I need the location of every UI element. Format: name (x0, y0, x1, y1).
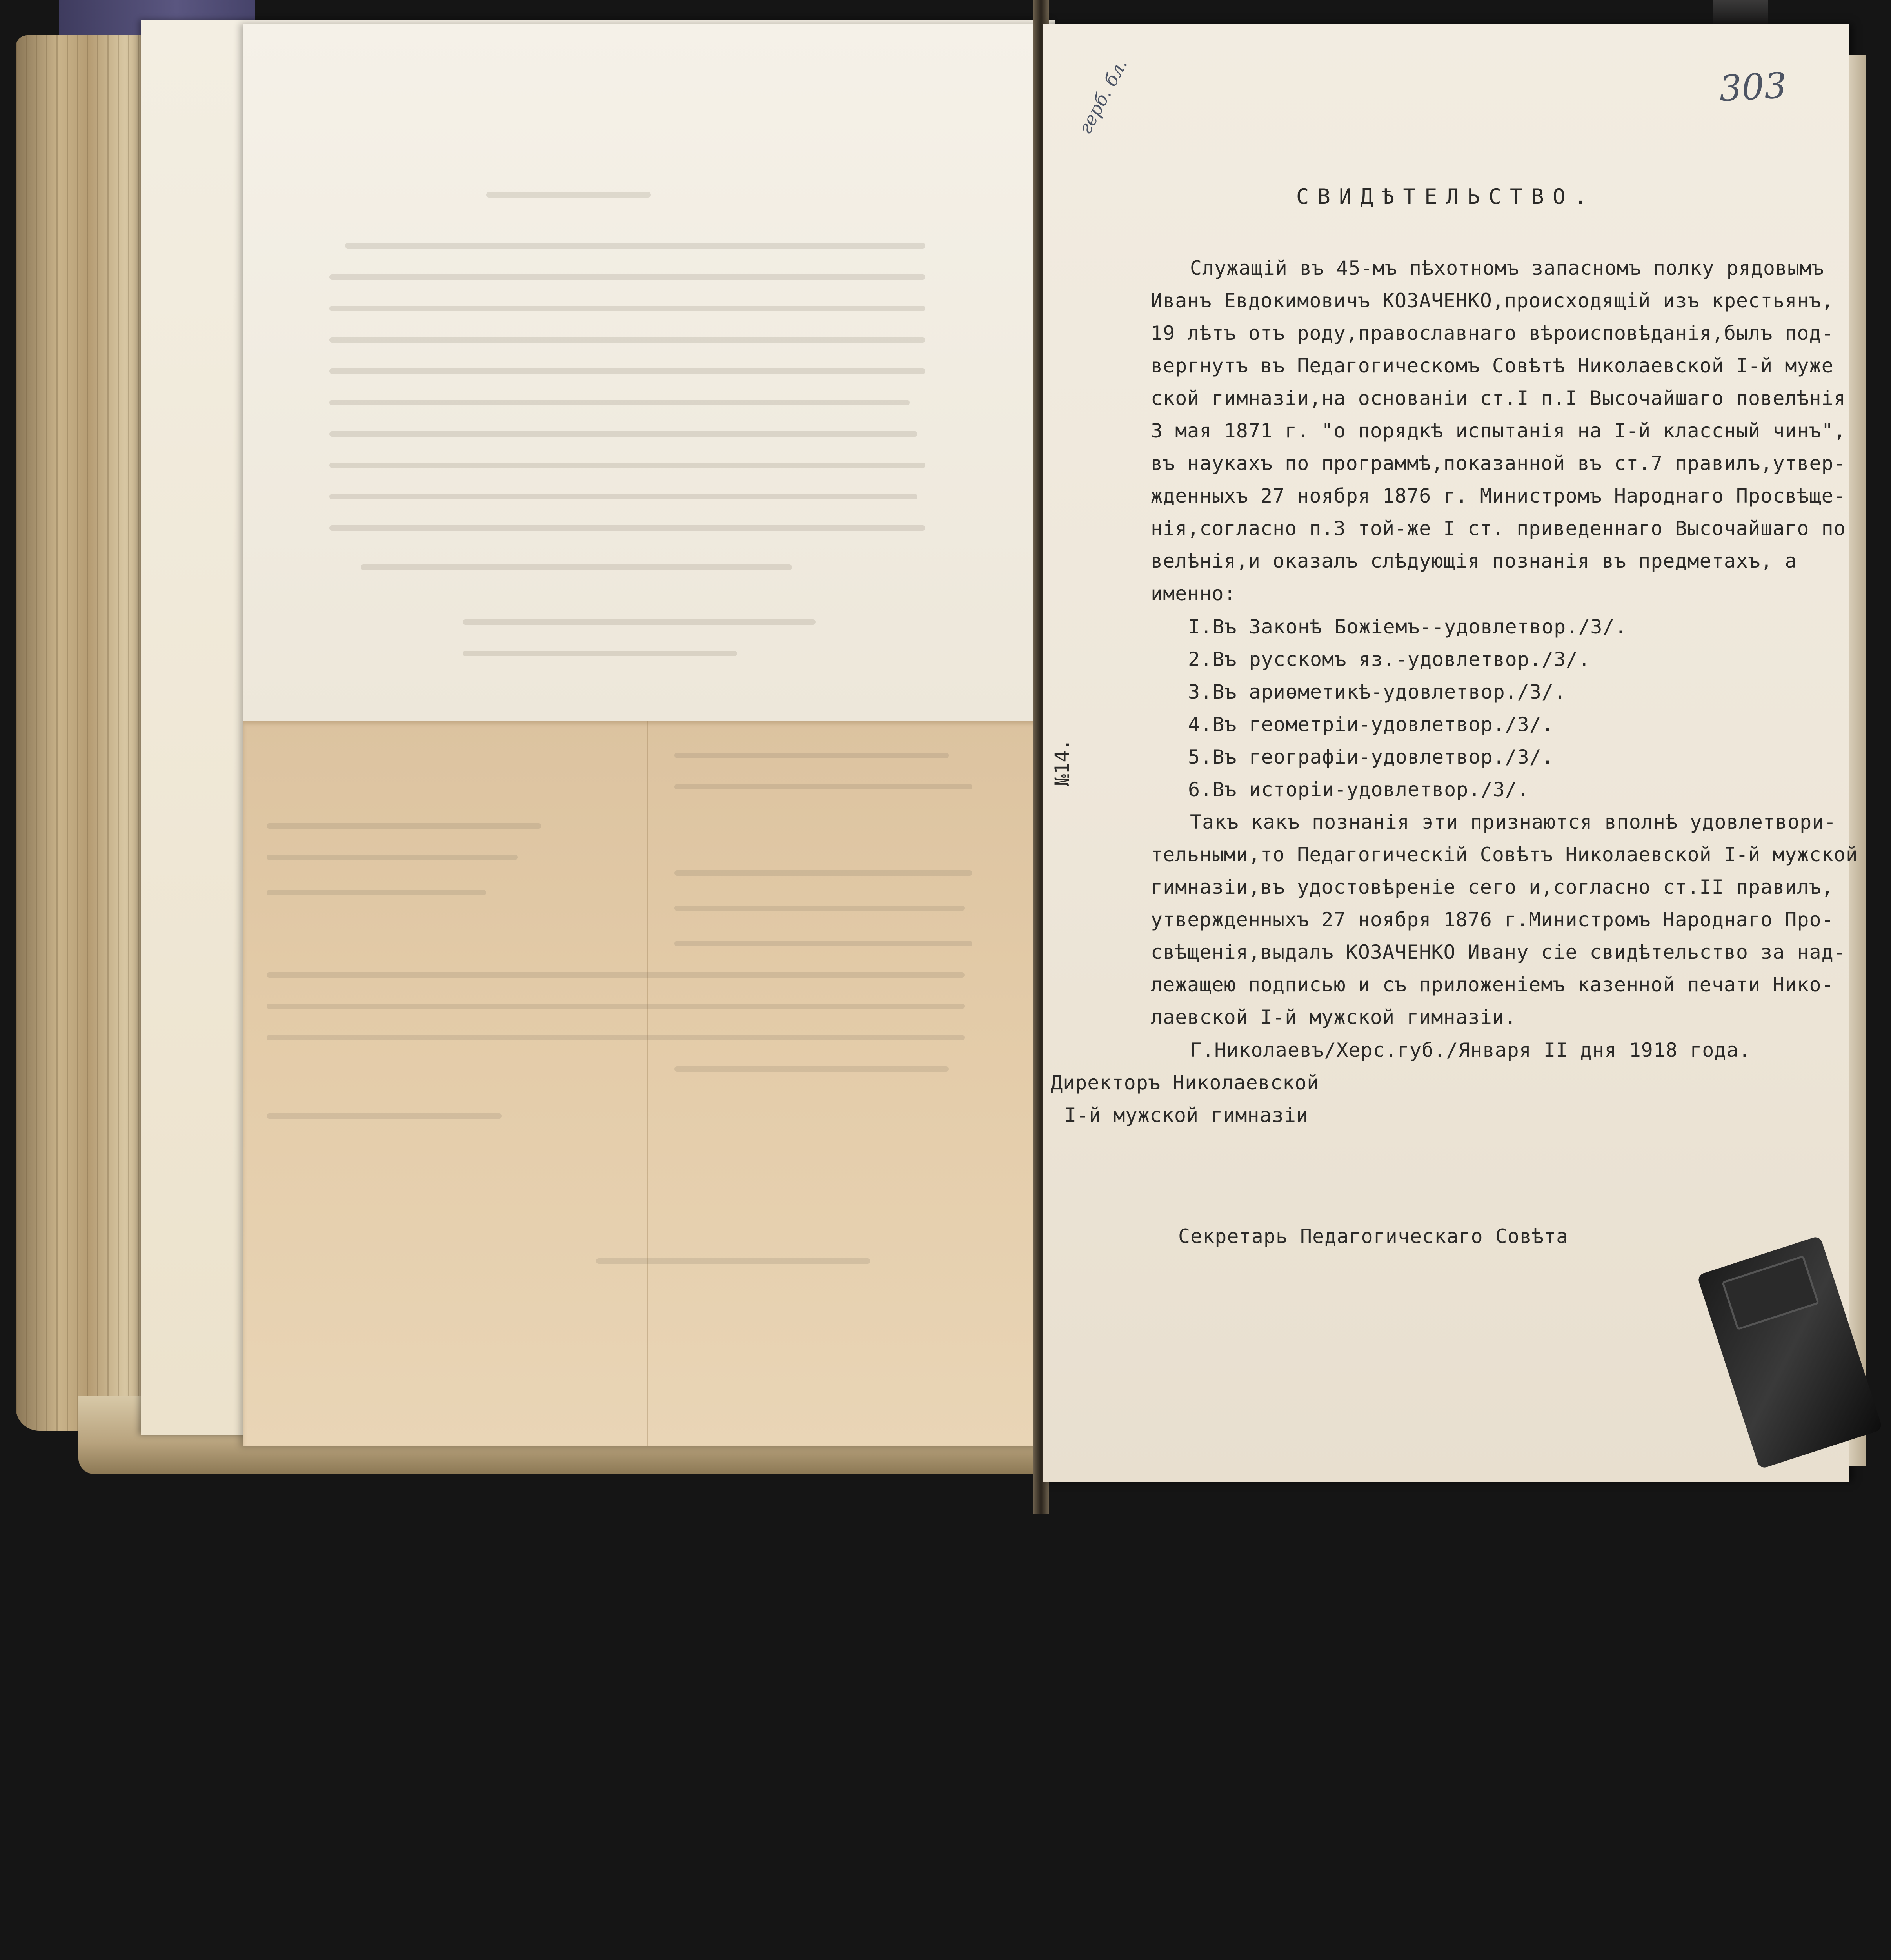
bleed-through-line (486, 192, 651, 198)
bleed-through-line (267, 1113, 502, 1119)
margin-note: герб. бл. (1074, 55, 1132, 138)
body-line: жденныхъ 27 ноября 1876 г. Министромъ Народнаго Просвѣще- (1151, 485, 1846, 507)
folio-number: 303 (1718, 65, 1788, 110)
bleed-through-line (329, 274, 925, 280)
bleed-through-line (463, 619, 816, 625)
bleed-through-line (345, 243, 925, 249)
bleed-through-line (329, 337, 925, 343)
subject-line: 5.Въ географiи-удовлетвор./3/. (1188, 746, 1554, 768)
body-line: велѣнiя,и оказалъ слѣдующiя познанiя въ предметахъ, а (1151, 550, 1797, 572)
body-line: Иванъ Евдокимовичъ КОЗАЧЕНКО,происходящiй изъ крестьянъ, (1151, 289, 1834, 312)
bleed-through-line (329, 431, 917, 437)
left-page-upper (243, 24, 1039, 721)
conclusion-line: лаевской I-й мужской гимназiи. (1151, 1006, 1517, 1029)
conclusion-line: утвержденныхъ 27 ноября 1876 г.Министромъ Народнаго Про- (1151, 908, 1834, 931)
conclusion-line: свѣщенiя,выдалъ КОЗАЧЕНКО Ивану сiе свидѣтельство за над- (1151, 941, 1846, 964)
bleed-through-line (267, 1035, 965, 1040)
bleed-through-line (267, 855, 518, 860)
bleed-through-line (329, 368, 925, 374)
body-line: въ наукахъ по программѣ,показанной въ ст.7 правилъ,утвер- (1151, 452, 1846, 475)
bleed-through-line (267, 1004, 965, 1009)
bleed-through-line (267, 823, 541, 829)
body-line: ской гимназiи,на основанiи ст.I п.I Высочайшаго повелѣнiя (1151, 387, 1846, 410)
secretary-line: Секретарь Педагогическаго Совѣта (1178, 1225, 1569, 1248)
binder-clip-pad (1722, 1255, 1819, 1330)
bleed-through-line (463, 651, 737, 656)
bleed-through-line (267, 972, 965, 978)
bleed-through-line (674, 753, 949, 758)
subject-line: 6.Въ исторiи-удовлетвор./3/. (1188, 778, 1530, 801)
conclusion-line: Такъ какъ познанiя эти признаются вполнѣ удовлетвори- (1190, 811, 1837, 833)
document-title: СВИДѢТЕЛЬСТВО. (1296, 184, 1596, 209)
bleed-through-line (329, 400, 910, 405)
bleed-through-line (329, 306, 925, 311)
conclusion-line: гимназiи,въ удостовѣренiе сего и,согласно ст.II правилъ, (1151, 876, 1834, 898)
body-line: вергнутъ въ Педагогическомъ Совѣтѣ Николаевской I-й муже (1151, 354, 1834, 377)
subject-line: I.Въ Законѣ Божiемъ--удовлетвор./3/. (1188, 615, 1627, 638)
bleed-through-line (674, 906, 965, 911)
bleed-through-line (674, 1066, 949, 1072)
right-page-edge (1849, 55, 1866, 1466)
tan-attached-sheet (243, 721, 1039, 1446)
conclusion-line: лежащею подписью и съ приложенiемъ казенной печати Нико- (1151, 973, 1834, 996)
body-line: нiя,согласно п.3 той-же I ст. приведеннаго Высочайшаго по (1151, 517, 1846, 540)
bleed-through-line (329, 463, 925, 468)
bleed-through-line (674, 870, 972, 876)
left-page (243, 24, 1039, 1446)
subject-line: 4.Въ геометрiи-удовлетвор./3/. (1188, 713, 1554, 736)
bleed-through-line (329, 494, 917, 499)
director-line: Директоръ Николаевской (1051, 1071, 1319, 1094)
bleed-through-line (267, 890, 486, 895)
body-line: 3 мая 1871 г. "о порядкѣ испытанiя на I-й классный чинъ", (1151, 419, 1846, 442)
bleed-through-line (329, 525, 925, 531)
body-line: именно: (1151, 582, 1236, 605)
bleed-through-line (596, 1258, 870, 1264)
subject-line: 3.Въ ариѳметикѣ-удовлетвор./3/. (1188, 681, 1566, 703)
conclusion-line: тельными,то Педагогическiй Совѣтъ Николаевской I-й мужской (1151, 843, 1858, 866)
bleed-through-line (674, 784, 972, 789)
register-number: №14. (1051, 739, 1074, 786)
bleed-through-line (674, 941, 972, 946)
director-line: I-й мужской гимназiи (1064, 1104, 1309, 1127)
body-line: Служащiй въ 45-мъ пѣхотномъ запасномъ полку рядовымъ (1190, 257, 1824, 279)
tan-sheet-fold (647, 721, 648, 1446)
place-date-line: Г.Николаевъ/Херс.губ./Января II дня 1918 года. (1190, 1039, 1751, 1062)
right-page (1043, 24, 1858, 1482)
bleed-through-line (361, 564, 792, 570)
body-line: 19 лѣтъ отъ роду,православнаго вѣроисповѣданiя,былъ под- (1151, 322, 1834, 345)
subject-line: 2.Въ русскомъ яз.-удовлетвор./3/. (1188, 648, 1591, 671)
